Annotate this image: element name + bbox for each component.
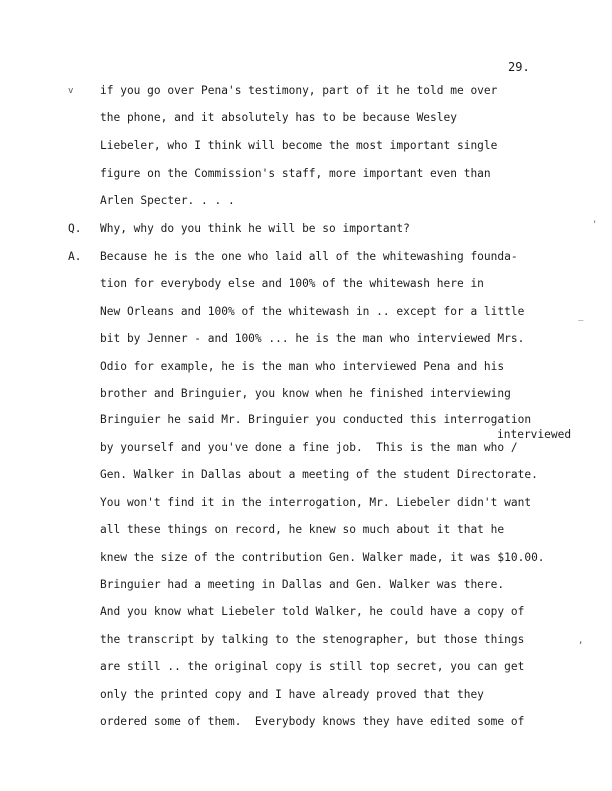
page-number: 29. [508,60,530,74]
text-line: Gen. Walker in Dallas about a meeting of the student Directorate. [100,468,538,481]
text-line: are still .. the original copy is still top secret, you can get [100,660,525,673]
margin-mark: ' [592,220,598,230]
answer-marker: A. [68,250,82,263]
text-line: knew the size of the contribution Gen. Walker made, it was $10.00. [100,551,545,564]
text-line: Why, why do you think he will be so important? [100,222,410,235]
text-line: And you know what Liebeler told Walker, he could have a copy of [100,605,525,618]
text-line: bit by Jenner - and 100% ... he is the man who interviewed Mrs. [100,332,525,345]
margin-mark: _ [578,312,584,322]
text-line: Arlen Specter. . . . [100,194,235,207]
text-line: the transcript by talking to the stenographer, but those things [100,633,525,646]
question-marker: Q. [68,222,82,235]
text-line: tion for everybody else and 100% of the whitewash here in [100,277,484,290]
margin-mark: v [68,86,74,96]
text-line: all these things on record, he knew so much about it that he [100,523,505,536]
text-line: if you go over Pena's testimony, part of it he told me over [100,84,498,97]
text-line: by yourself and you've done a fine job. This is the man who / [100,441,518,454]
text-line: the phone, and it absolutely has to be because Wesley [100,111,457,124]
text-line: figure on the Commission's staff, more important even than [100,167,491,180]
text-line: Because he is the one who laid all of the whitewashing founda- [100,250,518,263]
text-line: only the printed copy and I have already proved that they [100,688,484,701]
text-line: Liebeler, who I think will become the most important single [100,139,498,152]
text-line: ordered some of them. Everybody knows they have edited some of [100,715,525,728]
text-line: Bringuier he said Mr. Bringuier you conducted this interrogation [100,413,532,426]
text-line: New Orleans and 100% of the whitewash in .. except for a little [100,305,525,318]
inserted-word: interviewed [497,428,572,441]
text-line: brother and Bringuier, you know when he finished interviewing [100,387,511,400]
text-line: Bringuier had a meeting in Dallas and Gen. Walker was there. [100,578,505,591]
text-line: Odio for example, he is the man who interviewed Pena and his [100,360,505,373]
margin-mark: , [578,636,584,646]
text-line: You won't find it in the interrogation, Mr. Liebeler didn't want [100,496,532,509]
